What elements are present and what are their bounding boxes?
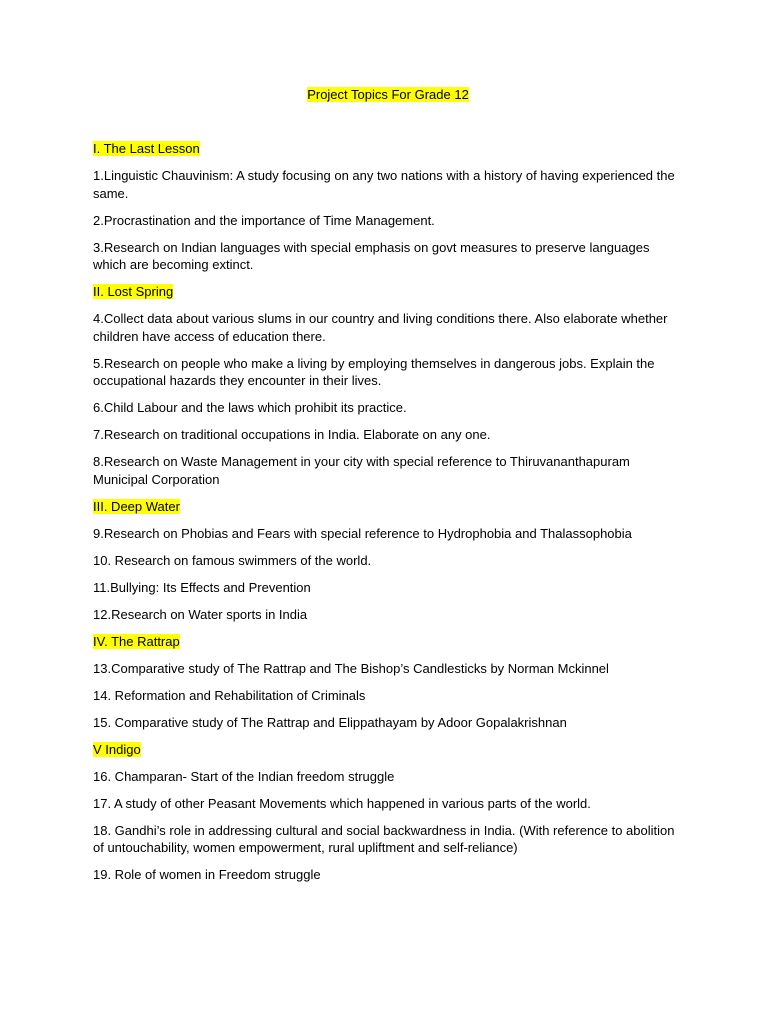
title-line — [93, 86, 683, 104]
list-item: 19. Role of women in Freedom struggle — [93, 867, 321, 882]
section-heading-last-lesson — [93, 140, 683, 158]
list-item: 6.Child Labour and the laws which prohibit its practice. — [93, 400, 407, 415]
list-item: 4.Collect data about various slums in our country and living conditions there. Also elaborate whether children have access of education there. — [93, 311, 668, 344]
section-heading-text: I. The Last Lesson — [93, 141, 200, 156]
list-item: 10. Research on famous swimmers of the world. — [93, 552, 372, 568]
list-item: 13.Comparative study of The Rattrap and The Bishop’s Candlesticks by Norman Mckinnel — [93, 660, 609, 676]
list-item: 8.Research on Waste Management in your city with special reference to Thiruvananthapuram Municipal Corporation — [93, 454, 630, 487]
list-item: 12.Research on Water sports in India — [93, 606, 308, 622]
list-item: 16. Champaran- Start of the Indian freedom struggle — [93, 768, 395, 784]
list-item: 2.Procrastination and the importance of Time Management. — [93, 212, 435, 228]
section-heading-text: IV. The Rattrap — [93, 633, 180, 649]
list-item: 14. Reformation and Rehabilitation of Criminals — [93, 687, 366, 703]
list-item: 5.Research on people who make a living by employing themselves in dangerous jobs. Explain the occupational hazards they encounter in their lives. — [93, 355, 655, 388]
list-item: 11.Bullying: Its Effects and Prevention — [93, 579, 311, 595]
list-item: 7.Research on traditional occupations in India. Elaborate on any one. — [93, 427, 491, 442]
section-heading-deep-water — [93, 498, 683, 516]
list-item: 18. Gandhi’s role in addressing cultural and social backwardness in India. (With reference to abolition of untouchability, women empowerment, rural upliftment and self-reliance) — [93, 822, 675, 855]
section-heading-rattrap — [93, 633, 683, 651]
document-page — [93, 86, 683, 893]
document-title: Project Topics For Grade 12 — [307, 87, 469, 102]
list-item: 15. Comparative study of The Rattrap and Elippathayam by Adoor Gopalakrishnan — [93, 714, 567, 730]
section-heading-text: III. Deep Water — [93, 498, 180, 514]
section-heading-indigo — [93, 741, 683, 759]
list-item: 1.Linguistic Chauvinism: A study focusing on any two nations with a history of having experienced the same. — [93, 168, 675, 201]
list-item: 9.Research on Phobias and Fears with special reference to Hydrophobia and Thalassophobia — [93, 525, 632, 541]
section-heading-text: V Indigo — [93, 741, 141, 757]
list-item: 3.Research on Indian languages with special emphasis on govt measures to preserve languages which are becoming extinct. — [93, 239, 650, 272]
section-heading-lost-spring — [93, 283, 683, 301]
section-heading-text: II. Lost Spring — [93, 284, 174, 299]
list-item: 17. A study of other Peasant Movements which happened in various parts of the world. — [93, 795, 591, 811]
